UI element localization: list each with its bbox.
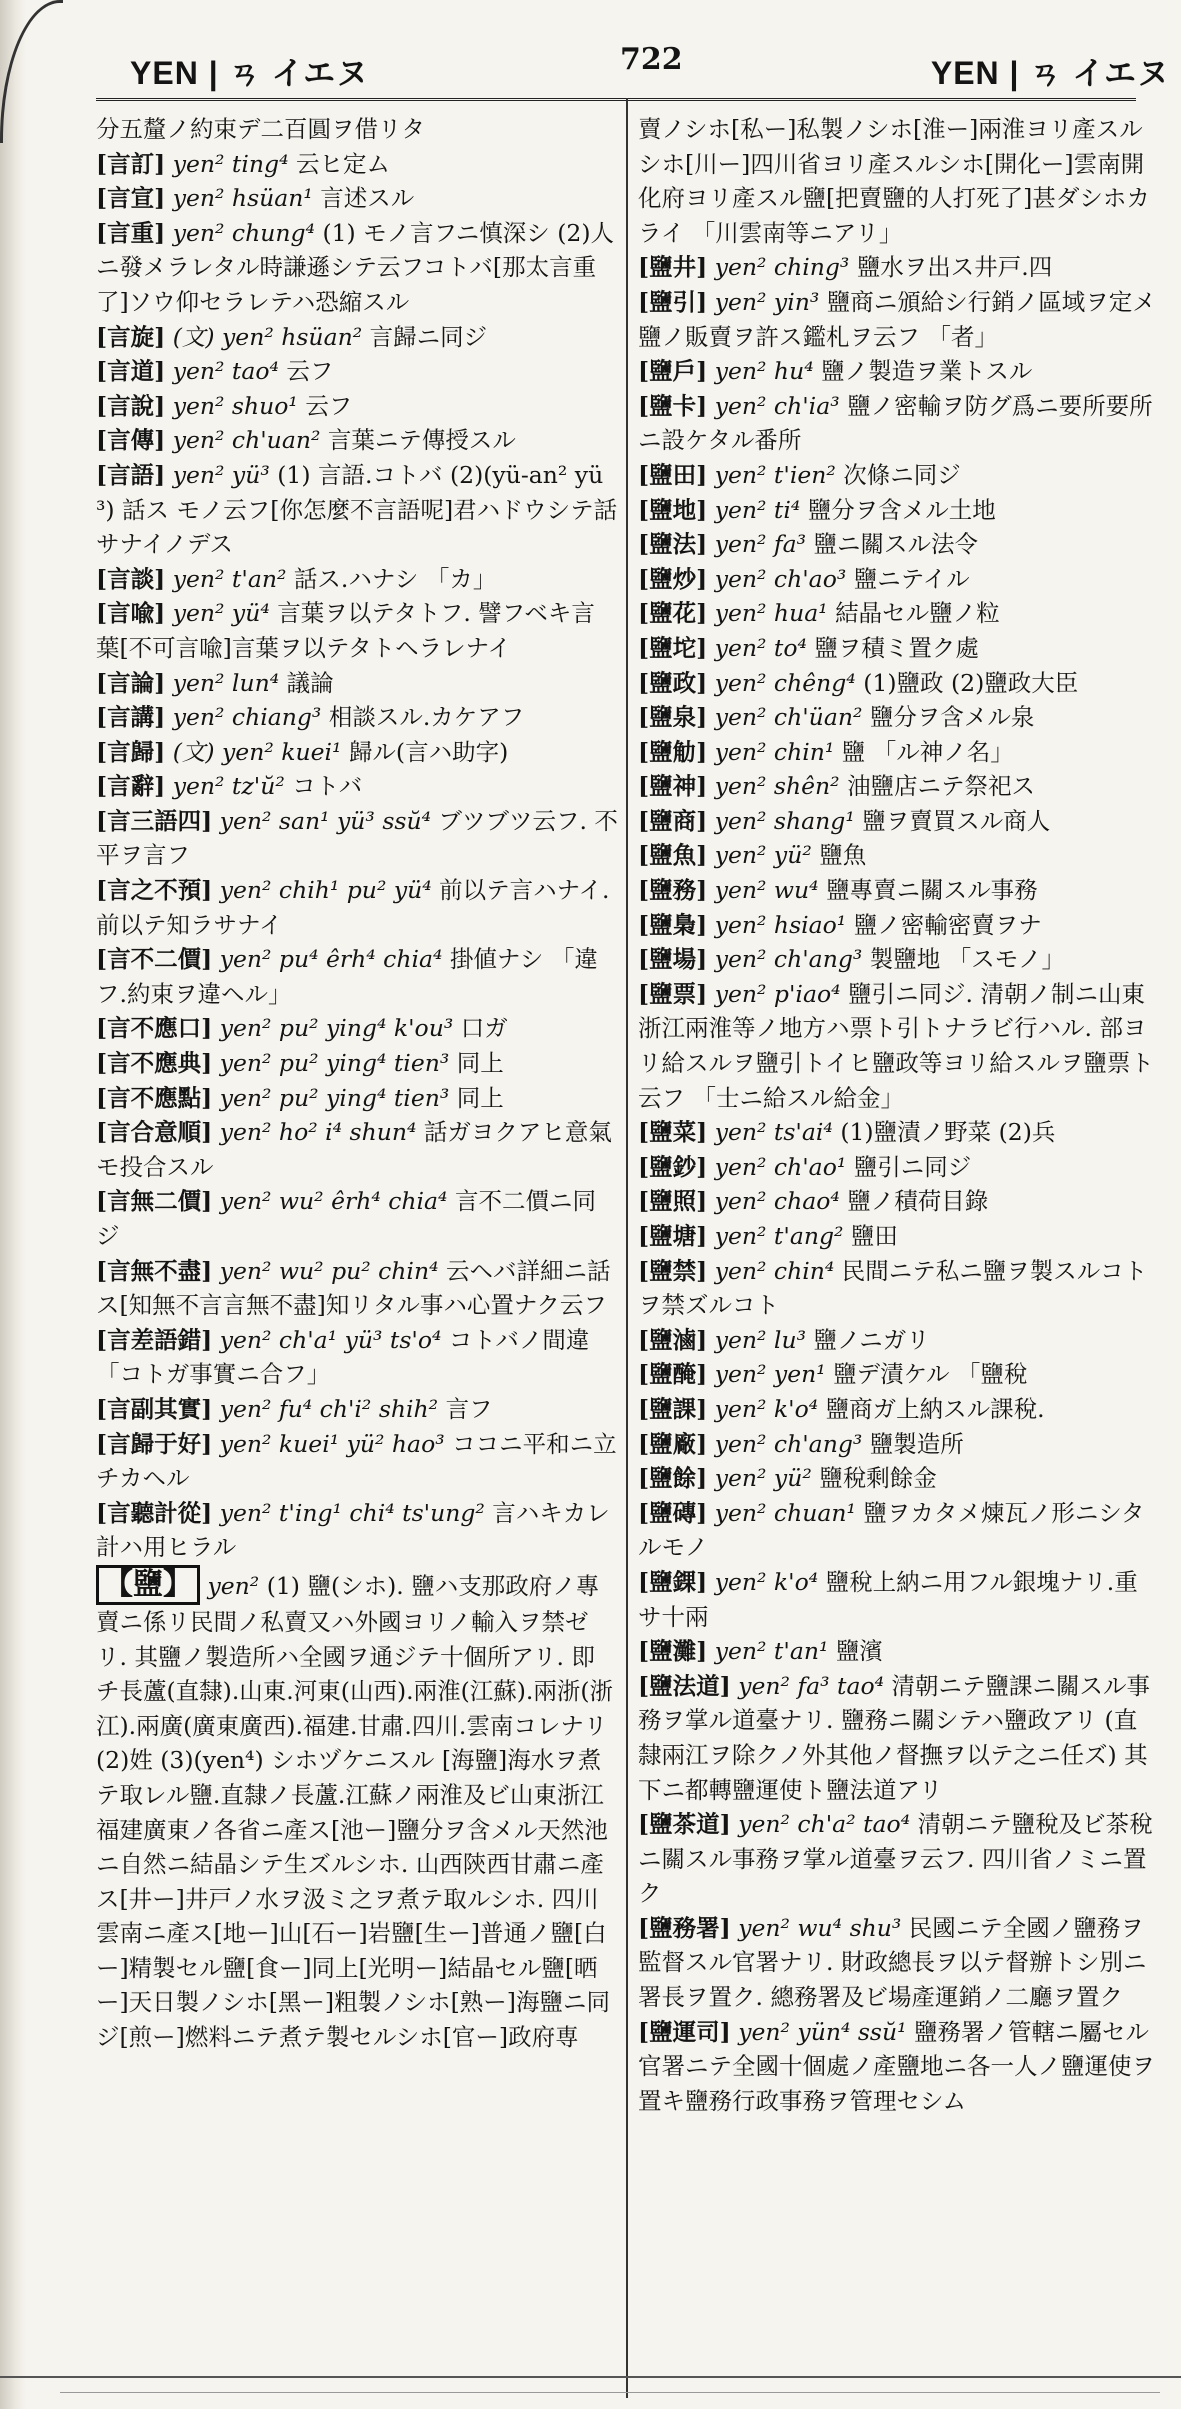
dictionary-entry [638,1254,1158,1323]
bottom-rule-thin [60,2392,1160,2393]
column-divider [626,98,628,2398]
dictionary-entry [638,700,1158,735]
dictionary-entry [638,1392,1158,1427]
entry-definition: 議論 [286,668,334,697]
entry-romanization: yen² fa³ [707,530,814,559]
entry-romanization: yen² t'ing¹ chi⁴ ts'ung² [212,1498,493,1527]
entry-definition: 鹽稅剩餘金 [819,1464,937,1493]
entry-headword: [鹽井] [638,253,708,282]
entry-headword: [言無不盡] [96,1256,213,1285]
entry-definition: 云ヒ定ム [295,149,390,178]
entry-headword: [言講] [96,703,166,732]
entry-headword: [鹽鈔] [638,1152,708,1181]
entry-romanization: yen² k'o⁴ [707,1394,826,1423]
dictionary-entry [638,1427,1158,1462]
dictionary-entry [638,631,1158,666]
dictionary-entry [638,769,1158,804]
entry-romanization: yen² lun⁴ [165,668,287,697]
entry-definition: 鹽田 [850,1222,898,1250]
entry-romanization: yen² pu² ying⁴ k'ou³ [212,1014,461,1043]
dictionary-entry [638,285,1158,354]
entry-definition: 鹽 「ル神ノ名」 [841,737,1014,766]
entry-romanization: yen² hsiao¹ [707,910,854,939]
entry-headword: [言副其實] [96,1394,213,1423]
dictionary-entry [638,804,1158,839]
entry-romanization: yen² fa³ tao⁴ [730,1671,892,1700]
entry-headword: [鹽錁] [638,1567,708,1596]
entry-romanization: yen² t'an² [165,564,294,593]
entry-headword: [鹽卡] [638,391,708,420]
entry-definition: 相談スル.カケアフ [328,703,525,732]
dictionary-entry [638,1807,1158,1911]
entry-romanization: yen² shuo¹ [165,391,306,420]
dictionary-entry [638,112,1158,250]
entry-romanization: yen² yün⁴ ssŭ¹ [730,2017,915,2046]
entry-romanization: yen² t'an¹ [707,1637,836,1666]
entry-headword: [言談] [96,564,166,593]
entry-headword: [言歸于好] [96,1429,213,1458]
entry-headword: [鹽運司] [638,2017,731,2046]
entry-definition: 話ガヨクアヒ意氣モ投合スル [96,1118,612,1181]
dictionary-entry [96,354,618,389]
dictionary-entry [638,1669,1158,1807]
entry-headword: [言三語四] [96,806,213,835]
entry-romanization: yen² lu³ [707,1325,814,1354]
entry-headword: [言之不預] [96,876,213,905]
entry-definition: 鹽ヲ積ミ置ク處 [814,633,979,662]
dictionary-entry [638,977,1158,1115]
page-binding-shadow [0,0,26,2409]
entry-romanization: yen² ching³ [707,253,857,282]
header-rule [96,98,1136,101]
dictionary-entry [96,1496,618,1565]
entry-definition: 言歸ニ同ジ [369,322,488,351]
entry-romanization: yen² yü⁴ [165,599,278,628]
entry-definition: 鹽ノ積荷目錄 [847,1187,989,1216]
dictionary-entry [96,873,618,942]
entry-definition: 鹽引ニ同ジ. 清朝ノ制ニ山東浙江兩淮等ノ地方ハ票ト引トナラビ行ハル. 部ヨリ給スルヲ鹽引トイヒ鹽政等ヨリ給スルヲ鹽票ト云フ 「士ニ給スル給金」 [638,979,1154,1112]
entry-definition: 鹽魚 [819,841,867,870]
entry-romanization: yen² tz'ŭ² [165,772,293,801]
entry-headword: [鹽法道] [638,1671,731,1700]
entry-definition: 言葉ヲ以テタトフ. 譬フベキ言葉[不可言喩]言葉ヲ以テタトヘラレナイ [96,599,595,662]
entry-headword: [鹽泉] [638,703,708,732]
entry-headword: [鹽茶道] [638,1810,731,1839]
dictionary-entry [96,942,618,1011]
entry-romanization: yen² shên² [707,772,848,801]
entry-headword: [鹽坨] [638,633,708,662]
dictionary-entry [638,1150,1158,1185]
entry-headword: [鹽灘] [638,1637,708,1666]
entry-definition: 鹽分ヲ含メル土地 [807,495,996,524]
entry-headword: [鹽花] [638,599,708,628]
entry-romanization: yen² tao⁴ [165,357,287,386]
entry-romanization: yen² ho² i⁴ shun⁴ [212,1118,424,1147]
entry-headword: [鹽務署] [638,1913,731,1942]
dictionary-entry [96,1323,618,1392]
dictionary-entry [638,1323,1158,1358]
entry-romanization: yen² ch'üan² [707,703,870,732]
entry-headword: [言論] [96,668,166,697]
entry-headword: [言歸] [96,737,166,766]
entry-romanization: yen² chin⁴ [707,1256,842,1285]
dictionary-entry [96,769,618,804]
entry-definition: 鹽製造所 [869,1429,964,1458]
entry-definition: 同上 [456,1083,504,1112]
entry-romanization: yen² wu⁴ shu³ [730,1913,909,1942]
entry-headword: [言不應典] [96,1049,213,1078]
entry-definition: 鹽ノ製造ヲ業トスル [821,357,1033,386]
dictionary-entry [96,1392,618,1427]
entry-definition: 民國ニテ全國ノ鹽務ヲ監督スル官署ナリ. 財政總長ヲ以テ督辦トシ別ニ署長ヲ置ク. 總務署及ビ場產運銷ノ二廳ヲ置ク [638,1913,1147,2012]
entry-definition: (1)鹽政 (2)鹽政大臣 [863,668,1079,697]
entry-definition: 鹽ニテイル [853,564,970,593]
entry-definition: 油鹽店ニテ祭祀ス [847,772,1036,801]
entry-definition: 言述スル [320,184,415,213]
dictionary-entry [96,1184,618,1253]
dictionary-entry [638,458,1158,493]
entry-headword: [鹽醃] [638,1360,708,1389]
entry-definition: (1) 鹽(シホ). 鹽ハ支那政府ノ專賣ニ係リ民間ノ私賣又ハ外國ヨリノ輸入ヲ禁ゼリ. 其鹽ノ製造所ハ全國ヲ通ジテ十個所アリ. 即チ長蘆(直隸).山東.河東(山西).兩淮(江蘇).兩浙(浙江).兩廣(廣東廣西).福建.甘肅.四川.雲南コレナリ (2)姓 (3)(yen⁴) シホヅケニスル [海鹽]海水ヲ煮テ取レル鹽.直隸ノ長蘆.江蘇ノ兩淮及ビ山東浙江福建廣東ノ各省ニ產ス[池ー]鹽分ヲ含メル天然池ニ自然ニ結晶シテ生ズルシホ. 山西陝西甘肅ニ產ス[井ー]井戸ノ水ヲ汲ミ之ヲ煮テ取ルシホ. 四川雲南ニ產ス[地ー]山[石ー]岩鹽[生ー]普通ノ鹽[白ー]精製セル鹽[食ー]同上[光明ー]結晶セル鹽[晒ー]天日製ノシホ[黑ー]粗製ノシホ[熟ー]海鹽ニ同ジ[煎ー]燃料ニテ煮テ製セルシホ[官ー]政府専 [96,1571,614,2052]
entry-definition: 鹽稅上納ニ用フル銀塊ナリ.重サ十兩 [638,1567,1138,1631]
entry-definition: 言葉ニテ傳授スル [327,426,516,455]
page-number: 722 [620,42,683,77]
entry-definition: 鹽ノ密輸密賣ヲナ [853,910,1042,939]
entry-definition: 話ス.ハナシ 「カ」 [293,564,497,593]
entry-headword: [言辭] [96,772,166,801]
entry-headword: [鹽禁] [638,1256,708,1285]
entry-definition: 鹽引ニ同ジ [853,1152,972,1181]
entry-romanization: yen² ch'ao¹ [707,1152,854,1181]
entry-definition: 前以テ言ハナイ.前以テ知ラサナイ [96,876,610,939]
entry-definition: 製鹽地 「スモノ」 [869,945,1066,974]
entry-definition: 鹽商ガ上納スル課稅. [825,1394,1045,1423]
entry-romanization: yen² yü² [707,1464,820,1493]
entry-romanization: yen² chiang³ [165,703,329,732]
entry-definition: 歸ル(言ハ助字) [348,737,509,766]
entry-definition: コトバノ間違 「コトガ事實ニ合フ」 [96,1325,590,1389]
dictionary-entry [638,908,1158,943]
entry-definition: 鹽デ漬ケル 「鹽稅 [833,1360,1028,1389]
entry-headword: [鹽政] [638,668,708,697]
entry-definition: 結晶セル鹽ノ粒 [835,599,1000,628]
header-left-guide-word: YEN | ㄢ イエヌ [130,55,370,91]
dictionary-entry [638,942,1158,977]
entry-definition: 鹽務署ノ管轄ニ屬セル官署ニテ全國十個處ノ產鹽地ニ各一人ノ鹽運使ヲ置キ鹽務行政事務ヲ管理セシム [638,2017,1155,2115]
entry-romanization: yen² yü³ [165,460,278,489]
entry-headword: [言差語錯] [96,1325,213,1354]
entry-definition: 清朝ニテ鹽課ニ關スル事務ヲ掌ル道臺ナリ. 鹽務ニ關シテハ鹽政アリ (直隸兩江ヲ除クノ外其他ノ督撫ヲ以テ之ニ任ズ) 其下ニ都轉鹽運使ト鹽法道アリ [638,1671,1151,1804]
entry-romanization: yen² wu² pu² chin⁴ [212,1256,446,1285]
entry-definition: 清朝ニテ鹽稅及ビ茶稅ニ關スル事務ヲ掌ル道臺ヲ云フ. 四川省ノミニ置ク [638,1810,1153,1908]
entry-definition: 鹽ニ關スル法令 [813,530,979,559]
entry-definition: (1)鹽漬ノ野菜 (2)兵 [840,1118,1056,1147]
entry-definition: 分五釐ノ約束デ二百圓ヲ借リタ [96,115,425,143]
entry-romanization: yen² yin³ [707,287,827,316]
entry-headword: [鹽餘] [638,1464,708,1493]
entry-definition: (1) 言語.コトバ (2)(yü-an² yü³) 話ス モノ云フ[你怎麼不言語呢]君ハドウシテ話サナイノデス [96,460,618,559]
dictionary-entry [638,354,1158,389]
entry-definition: 鹽ヲカタメ煉瓦ノ形ニシタルモノ [638,1498,1145,1562]
entry-headword: [鹽商] [638,806,708,835]
bottom-rule [0,2376,1181,2378]
entry-headword: [鹽田] [638,460,708,489]
entry-headword: [言重] [96,218,166,247]
dictionary-entry [96,216,618,320]
entry-definition: 言ハキカレ計ハ用ヒラル [96,1498,610,1562]
entry-headword: [鹽梟] [638,910,708,939]
entry-definition: 次條ニ同ジ [843,460,961,489]
entry-headword: [鹽照] [638,1187,708,1216]
entry-definition: 鹽ノニガリ [813,1325,930,1354]
dictionary-entry [638,1115,1158,1150]
entry-headword: [鹽炒] [638,564,708,593]
entry-romanization: yen² shang¹ [707,806,863,835]
entry-definition: 鹽專賣ニ關スル事務 [826,876,1038,905]
entry-romanization: yen² t'ang² [707,1222,851,1250]
entry-definition: (1) モノ言フニ慎深シ (2)人ニ發メラレタル時謙遜シテ云フコトバ[那太言重了]ソウ仰セラレテハ恐縮スル [96,218,615,316]
entry-definition: 口ガ [460,1014,508,1043]
entry-romanization: yen² ting⁴ [165,149,296,178]
entry-romanization: yen² ch'ia³ [707,391,848,420]
right-column [638,112,1158,2362]
entry-headword: [言合意順] [96,1118,213,1147]
left-column [96,112,618,2362]
entry-definition: 云フ [305,391,353,420]
dictionary-entry [96,320,618,355]
running-header [130,38,1170,98]
entry-headword: [言訂] [96,149,166,178]
dictionary-entry [638,1357,1158,1392]
entry-headword: [言不應口] [96,1014,213,1043]
dictionary-entry [96,562,618,597]
dictionary-entry [638,596,1158,631]
entry-romanization: yen² ch'a¹ yü³ ts'o⁴ [212,1325,449,1354]
entry-romanization: yen² chao⁴ [707,1187,848,1216]
dictionary-entry [96,1115,618,1184]
dictionary-entry [638,527,1158,562]
entry-headword: [鹽地] [638,495,708,524]
entry-romanization: yen² san¹ yü³ ssŭ⁴ [212,806,439,835]
entry-definition: コトバ [292,772,363,801]
entry-headword: [言道] [96,357,166,386]
entry-definition: 同上 [456,1049,504,1078]
dictionary-entry [638,735,1158,770]
entry-headword: [鹽菜] [638,1118,708,1147]
dictionary-entry [96,389,618,424]
entry-romanization: yen² kuei¹ yü² hao³ [212,1429,453,1458]
entry-headword: [言說] [96,391,166,420]
dictionary-entry [96,1427,618,1496]
entry-definition: 鹽ノ密輸ヲ防グ爲ニ要所要所ニ設ケタル番所 [638,391,1153,455]
entry-romanization: yen² yü² [707,841,820,870]
entry-headword: [鹽引] [638,287,708,316]
dictionary-entry [96,596,618,665]
entry-headword: [鹽票] [638,979,708,1008]
dictionary-entry [96,1254,618,1323]
entry-headword: [鹽務] [638,876,708,905]
entry-definition: 云ヘバ詳細ニ話ス[知無不言言無不盡]知リタル事ハ心置ナク云フ [96,1256,611,1320]
dictionary-entry [96,458,618,562]
dictionary-entry [638,1634,1158,1669]
entry-definition: 鹽水ヲ出ス井戸.四 [856,253,1053,282]
entry-romanization: yen² chin¹ [707,737,842,766]
entry-headword: [鹽磚] [638,1498,708,1527]
dictionary-entry [96,423,618,458]
dictionary-entry [96,804,618,873]
entry-romanization: yen² t'ien² [707,460,844,489]
dictionary-entry [638,1911,1158,2015]
entry-romanization: yen² chih¹ pu² yü⁴ [212,876,440,905]
dictionary-entry [96,1046,618,1081]
dictionary-entry [638,250,1158,285]
entry-romanization: yen² ch'ang³ [707,945,870,974]
entry-romanization: yen² yen¹ [707,1360,834,1389]
dictionary-entry [96,700,618,735]
entry-headword: [鹽觔] [638,737,708,766]
entry-headword: [鹽魚] [638,841,708,870]
entry-headword: [鹽神] [638,772,708,801]
header-right-guide-word: YEN | ㄢ イエヌ [930,55,1170,91]
entry-headword: [鹽廠] [638,1429,708,1458]
entry-headword: [鹽法] [638,530,708,559]
entry-definition: 賣ノシホ[私ー]私製ノシホ[淮ー]兩淮ヨリ產スルシホ[川ー]四川省ヨリ產スルシホ[開化ー]雲南開化府ヨリ產スル鹽[把賣鹽的人打死了]甚ダシホカライ 「川雲南等ニアリ」 [638,115,1150,247]
entry-headword: [鹽戶] [638,357,708,386]
entry-romanization: yen² pu² ying⁴ tien³ [212,1049,457,1078]
entry-definition: ココニ平和ニ立チカヘル [96,1429,617,1493]
entry-romanization: yen² chêng⁴ [707,668,864,697]
entry-definition: 言不二價ニ同ジ [96,1187,596,1250]
entry-headword: [鹽滷] [638,1325,708,1354]
entry-definition: 云フ [286,357,334,386]
entry-romanization: yen² ch'ao³ [707,564,854,593]
dictionary-entry [96,147,618,182]
dictionary-entry [96,1081,618,1116]
entry-romanization: yen² ch'uan² [165,426,328,455]
entry-headword: [言旋] [96,322,166,351]
entry-romanization: yen² [200,1571,267,1600]
entry-romanization: (文) yen² kuei¹ [165,737,349,766]
dictionary-entry [96,735,618,770]
entry-romanization: (文) yen² hsüan² [165,322,370,351]
entry-romanization: yen² wu² êrh⁴ chia⁴ [212,1187,455,1216]
entry-headword: [言無二價] [96,1187,213,1216]
entry-romanization: yen² pu² ying⁴ tien³ [212,1083,457,1112]
dictionary-entry [96,1565,618,2055]
dictionary-entry [638,873,1158,908]
entry-headword: [言語] [96,460,166,489]
dictionary-entry [638,666,1158,701]
entry-headword: [言不二價] [96,945,213,974]
entry-romanization: yen² hsüan¹ [165,184,321,213]
entry-definition: 鹽濱 [835,1637,883,1666]
entry-romanization: yen² pu⁴ êrh⁴ chia⁴ [212,945,450,974]
dictionary-entry [638,1461,1158,1496]
entry-romanization: yen² chuan¹ [707,1498,864,1527]
entry-romanization: yen² wu⁴ [707,876,827,905]
entry-romanization: yen² ti⁴ [707,495,808,524]
entry-romanization: yen² to⁴ [707,633,815,662]
entry-headword: 【鹽】 [96,1565,200,1605]
dictionary-entry [638,1565,1158,1634]
dictionary-entry [96,112,618,147]
dictionary-entry [638,1496,1158,1565]
entry-romanization: yen² ch'a² tao⁴ [730,1810,918,1839]
entry-headword: [言聽計從] [96,1498,213,1527]
dictionary-entry [638,2015,1158,2119]
entry-definition: 掛値ナシ 「違フ.約束ヲ違ヘル」 [96,945,598,1008]
entry-headword: [言傳] [96,426,166,455]
entry-headword: [鹽場] [638,945,708,974]
dictionary-entry [638,493,1158,528]
entry-romanization: yen² ts'ai⁴ [707,1118,841,1147]
dictionary-entry [638,838,1158,873]
entry-headword: [言喩] [96,599,166,628]
entry-romanization: yen² k'o⁴ [707,1567,826,1596]
dictionary-entry [96,666,618,701]
dictionary-entry [96,181,618,216]
entry-romanization: yen² fu⁴ ch'i² shih² [212,1394,446,1423]
dictionary-entry [638,1184,1158,1219]
entry-headword: [言宣] [96,184,166,213]
entry-romanization: yen² ch'ang³ [707,1429,870,1458]
entry-definition: 民間ニテ私ニ鹽ヲ製スルコトヲ禁ズルコト [638,1256,1148,1320]
entry-definition: 鹽ヲ賣買スル商人 [862,806,1051,835]
entry-headword: [言不應點] [96,1083,213,1112]
entry-romanization: yen² hu⁴ [707,357,822,386]
dictionary-entry [638,1219,1158,1254]
entry-romanization: yen² hua¹ [707,599,836,628]
entry-romanization: yen² p'iao⁴ [707,979,848,1008]
entry-definition: 鹽分ヲ含メル泉 [869,703,1035,732]
dictionary-entry [96,1011,618,1046]
entry-definition: 鹽商ニ頒給シ行銷ノ區域ヲ定メ鹽ノ販賣ヲ許ス鑑札ヲ云フ 「者」 [638,287,1156,351]
entry-headword: [鹽塘] [638,1222,708,1250]
dictionary-entry [638,562,1158,597]
entry-definition: ブツブツ云フ. 不平ヲ言フ [96,806,618,870]
entry-definition: 言フ [445,1394,493,1423]
entry-headword: [鹽課] [638,1394,708,1423]
dictionary-entry [638,389,1158,458]
entry-romanization: yen² chung⁴ [165,218,323,247]
